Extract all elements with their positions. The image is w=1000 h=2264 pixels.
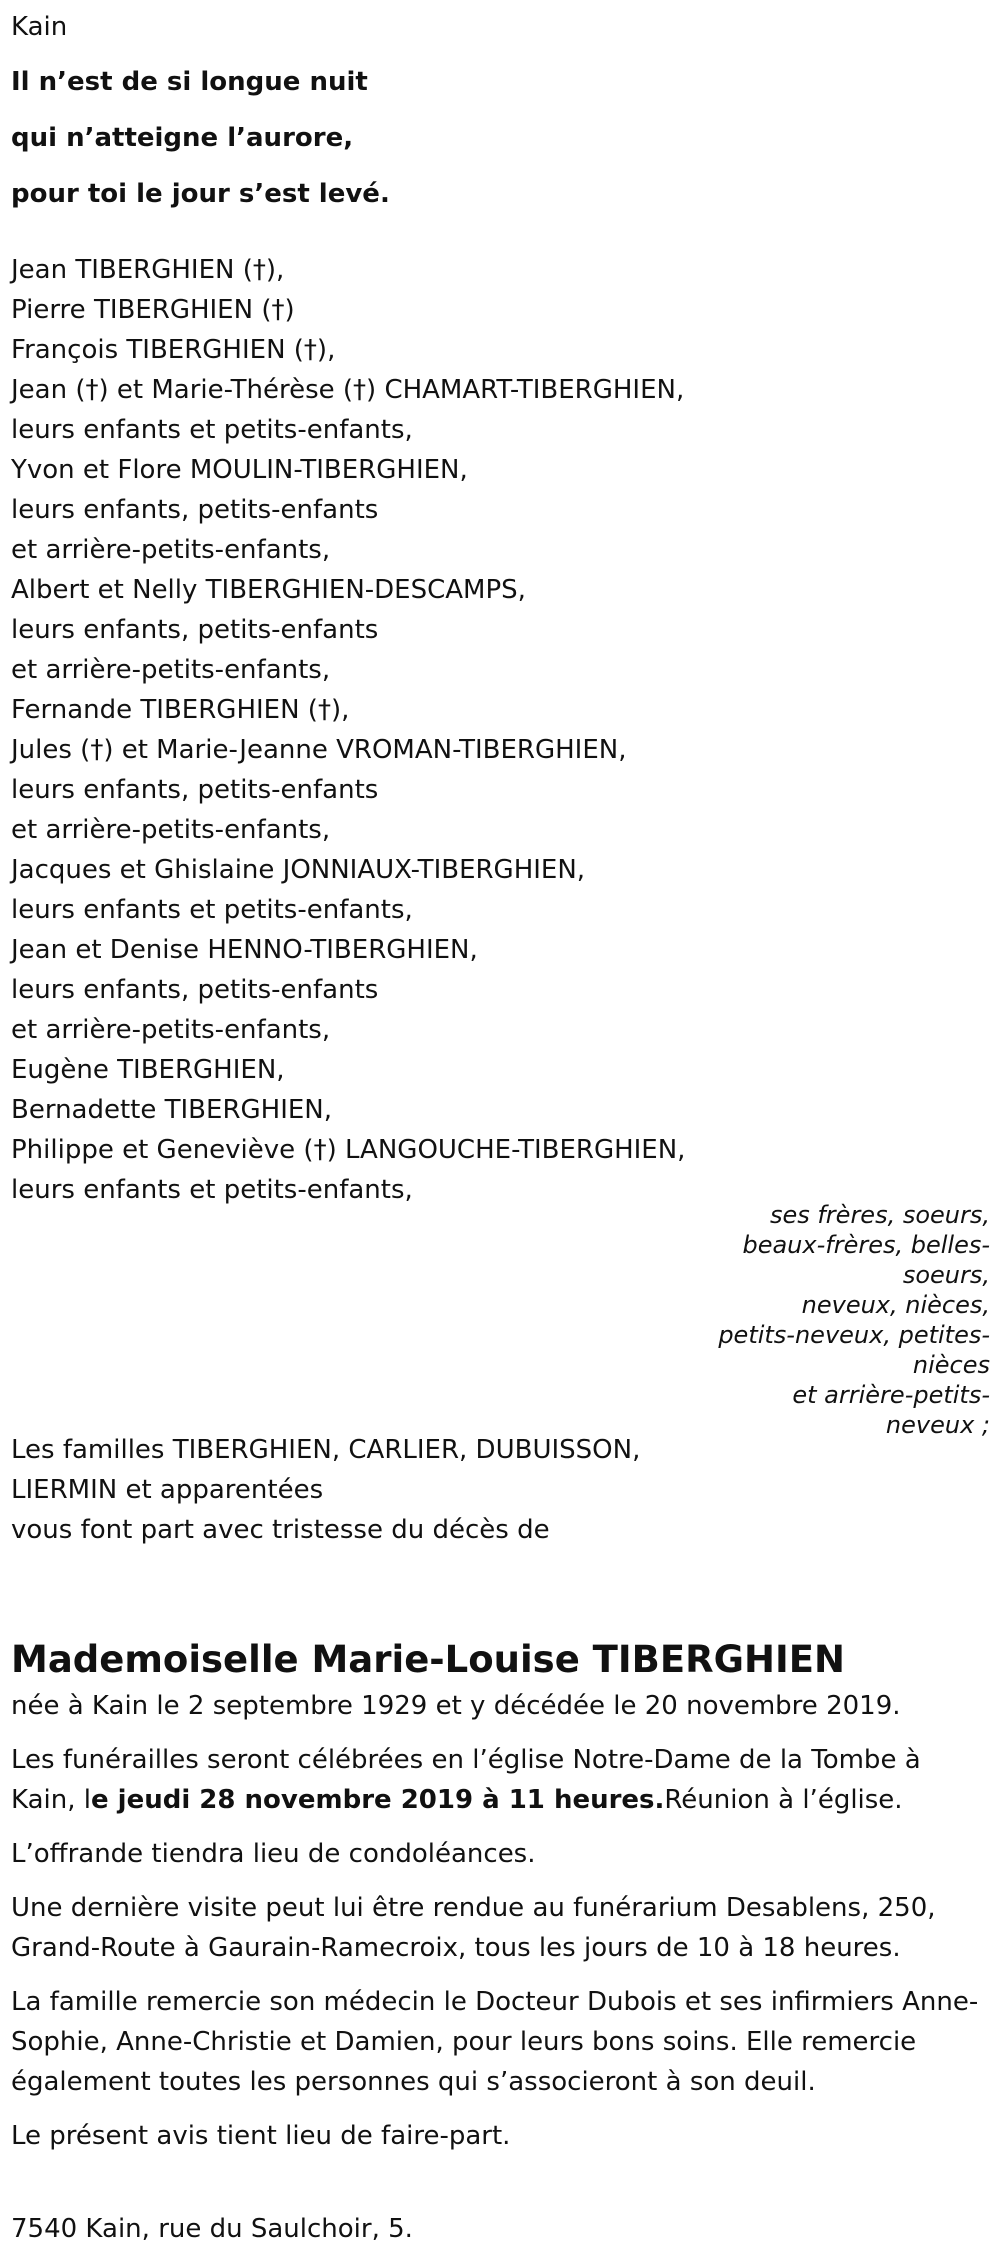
- family-line: leurs enfants et petits-enfants,: [11, 895, 413, 925]
- family-line: Bernadette TIBERGHIEN,: [11, 1095, 333, 1125]
- role-line: petits-neveux, petites-nièces: [718, 1321, 990, 1379]
- family-line: Jules (†) et Marie-Jeanne VROMAN-TIBERGHIEN,: [11, 735, 627, 765]
- family-line: et arrière-petits-enfants,: [11, 1015, 331, 1045]
- family-line: Albert et Nelly TIBERGHIEN-DESCAMPS,: [11, 575, 526, 605]
- family-line: Philippe et Geneviève (†) LANGOUCHE-TIBERGHIEN,: [11, 1135, 686, 1165]
- birth-death-line: née à Kain le 2 septembre 1929 et y décédée le 20 novembre 2019.: [11, 1691, 901, 1721]
- announcement: [11, 1430, 640, 1550]
- family-line: leurs enfants, petits-enfants: [11, 615, 379, 645]
- family-line: et arrière-petits-enfants,: [11, 815, 331, 845]
- announcement-line: vous font part avec tristesse du décès de: [11, 1515, 550, 1545]
- family-list: [11, 250, 685, 1210]
- deceased-name: Mademoiselle Marie-Louise TIBERGHIEN: [11, 1638, 845, 1681]
- announcement-line: LIERMIN et apparentées: [11, 1475, 324, 1505]
- verse-line: qui n’atteigne l’aurore,: [11, 123, 354, 153]
- offering-paragraph: L’offrande tiendra lieu de condoléances.: [11, 1839, 536, 1869]
- family-line: Jean (†) et Marie-Thérèse (†) CHAMART-TIBERGHIEN,: [11, 375, 685, 405]
- role-line: ses frères, soeurs,: [769, 1201, 990, 1229]
- family-line: leurs enfants et petits-enfants,: [11, 1175, 413, 1205]
- role-line: neveux, nièces,: [801, 1291, 990, 1319]
- family-line: Jacques et Ghislaine JONNIAUX-TIBERGHIEN,: [11, 855, 586, 885]
- notice-paragraph: Le présent avis tient lieu de faire-part.: [11, 2121, 511, 2151]
- family-line: Yvon et Flore MOULIN-TIBERGHIEN,: [11, 455, 468, 485]
- verse: [11, 62, 390, 230]
- family-line: Jean TIBERGHIEN (†),: [11, 255, 285, 285]
- visit-paragraph: Une dernière visite peut lui être rendue au funérarium Desablens, 250, Grand-Route à Gaurain-Ramecroix, tous les jours de 10 à 18 heures.: [11, 1893, 936, 1963]
- role-line: beaux-frères, belles-soeurs,: [742, 1231, 990, 1289]
- family-line: Pierre TIBERGHIEN (†): [11, 295, 295, 325]
- verse-line: pour toi le jour s’est levé.: [11, 179, 390, 209]
- family-line: leurs enfants, petits-enfants: [11, 775, 379, 805]
- family-line: Jean et Denise HENNO-TIBERGHIEN,: [11, 935, 478, 965]
- family-line: Eugène TIBERGHIEN,: [11, 1055, 285, 1085]
- place-heading: Kain: [11, 12, 68, 42]
- funeral-paragraph: [11, 1740, 981, 1820]
- funeral-text: Les funérailles seront célébrées en l’église Notre-Dame de la Tombe à Kain, l: [11, 1745, 921, 1815]
- family-line: et arrière-petits-enfants,: [11, 655, 331, 685]
- family-line: et arrière-petits-enfants,: [11, 535, 331, 565]
- thanks-paragraph: La famille remercie son médecin le Docteur Dubois et ses infirmiers Anne-Sophie, Anne-Christie et Damien, pour leurs bons soins. Elle remercie également toutes les personnes qui s’associeront à son deuil.: [11, 1987, 979, 2097]
- funeral-meeting: Réunion à l’église.: [664, 1785, 903, 1815]
- announcement-line: Les familles TIBERGHIEN, CARLIER, DUBUISSON,: [11, 1435, 641, 1465]
- role-line: et arrière-petits-neveux ;: [792, 1381, 990, 1439]
- verse-line: Il n’est de si longue nuit: [11, 67, 368, 97]
- main-content: [11, 1634, 981, 2170]
- funeral-date-time: e jeudi 28 novembre 2019 à 11 heures.: [90, 1785, 665, 1815]
- family-line: leurs enfants, petits-enfants: [11, 495, 379, 525]
- relationship-roles: [710, 1200, 990, 1440]
- family-line: leurs enfants, petits-enfants: [11, 975, 379, 1005]
- address: 7540 Kain, rue du Saulchoir, 5.: [11, 2214, 413, 2244]
- family-line: leurs enfants et petits-enfants,: [11, 415, 413, 445]
- family-line: Fernande TIBERGHIEN (†),: [11, 695, 350, 725]
- family-line: François TIBERGHIEN (†),: [11, 335, 336, 365]
